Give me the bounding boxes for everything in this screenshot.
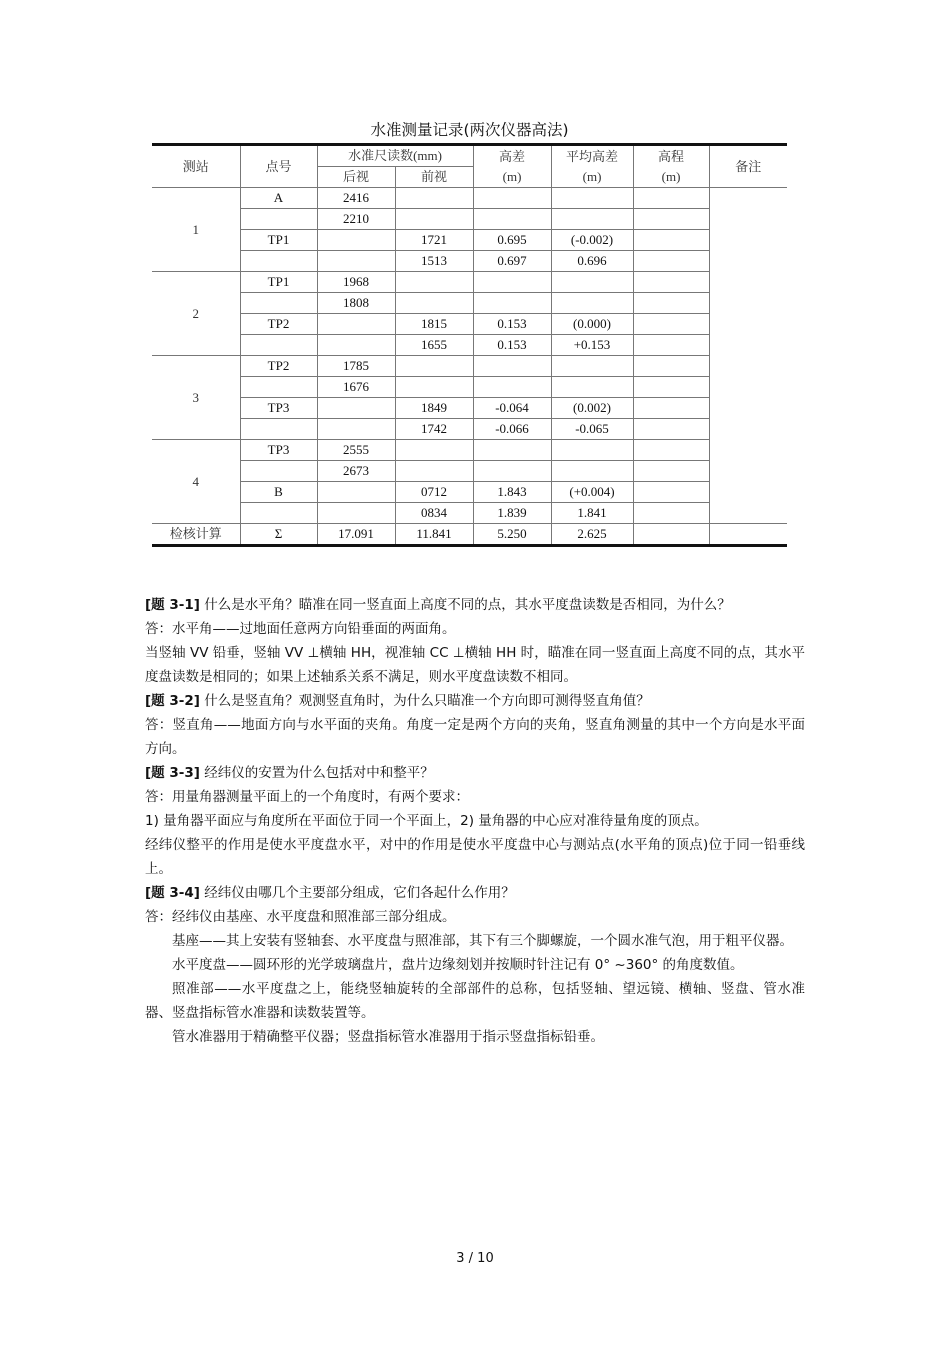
elev-cell — [633, 335, 709, 356]
front-cell: 1815 — [395, 314, 473, 335]
table-body — [152, 188, 787, 546]
question-label: [题 3-3] — [145, 765, 200, 781]
point-cell: TP2 — [240, 356, 317, 377]
question-text: 经纬仪由哪几个主要部分组成，它们各起什么作用？ — [204, 885, 515, 901]
front-cell: 0712 — [395, 482, 473, 503]
answer-paragraph: 当竖轴 VV 铅垂，竖轴 VV ⊥横轴 HH，视准轴 CC ⊥横轴 HH 时，瞄准在同一竖直面上高度不同的点，其水平度盘读数是相同的；如果上述轴系关系不满足，则水平度盘读数不相同。 — [145, 645, 805, 685]
station-cell: 4 — [152, 440, 240, 524]
back-cell: 2416 — [317, 188, 395, 209]
header-avg-unit: (m) — [582, 168, 602, 184]
diff-cell — [473, 188, 551, 209]
diff-cell: 0.697 — [473, 251, 551, 272]
check-row — [152, 524, 787, 546]
question-label: [题 3-2] — [145, 693, 200, 709]
avg-cell: (0.000) — [551, 314, 633, 335]
elev-cell — [633, 188, 709, 209]
elev-cell — [633, 251, 709, 272]
front-cell — [395, 377, 473, 398]
point-cell — [240, 503, 317, 524]
back-cell: 2555 — [317, 440, 395, 461]
table-row — [152, 482, 787, 503]
front-cell — [395, 272, 473, 293]
back-cell — [317, 398, 395, 419]
diff-cell — [473, 440, 551, 461]
header-station: 测站 — [152, 145, 240, 188]
station-cell: 1 — [152, 188, 240, 272]
front-cell — [395, 209, 473, 230]
elev-cell — [633, 230, 709, 251]
table-row — [152, 314, 787, 335]
table-row — [152, 356, 787, 377]
header-back: 后视 — [317, 167, 395, 188]
diff-cell: 0.695 — [473, 230, 551, 251]
diff-cell: 1.843 — [473, 482, 551, 503]
elev-cell — [633, 356, 709, 377]
front-cell — [395, 293, 473, 314]
header-elev-unit: (m) — [661, 168, 681, 184]
header-avg — [551, 145, 633, 188]
answer-paragraph: 1) 量角器平面应与角度所在平面位于同一个平面上，2) 量角器的中心应对准待量角度的顶点。 — [145, 813, 708, 829]
elev-cell — [633, 314, 709, 335]
front-cell: 1721 — [395, 230, 473, 251]
avg-cell — [551, 440, 633, 461]
note-cell — [709, 188, 787, 524]
question — [145, 593, 805, 617]
station-cell: 2 — [152, 272, 240, 356]
header-elev-label: 高程 — [658, 148, 685, 164]
question-text: 什么是水平角？瞄准在同一竖直面上高度不同的点，其水平度盘读数是否相同，为什么？ — [204, 597, 731, 613]
check-diff: 5.250 — [473, 524, 551, 546]
table-row — [152, 503, 787, 524]
elev-cell — [633, 398, 709, 419]
header-avg-label: 平均高差 — [566, 148, 619, 164]
table-row — [152, 293, 787, 314]
diff-cell — [473, 356, 551, 377]
point-cell — [240, 209, 317, 230]
back-cell — [317, 230, 395, 251]
elev-cell — [633, 293, 709, 314]
point-cell: TP2 — [240, 314, 317, 335]
table-row — [152, 440, 787, 461]
table-row — [152, 251, 787, 272]
answer-paragraph: 水平度盘——圆环形的光学玻璃盘片，盘片边缘刻划并按顺时针注记有 0° ~360° 的角度数值。 — [172, 957, 744, 973]
avg-cell — [551, 356, 633, 377]
front-cell — [395, 356, 473, 377]
question-text: 经纬仪的安置为什么包括对中和整平？ — [204, 765, 434, 781]
avg-cell — [551, 293, 633, 314]
question — [145, 761, 805, 785]
point-cell: TP1 — [240, 230, 317, 251]
back-cell: 2673 — [317, 461, 395, 482]
header-reading: 水准尺读数(mm) — [317, 145, 473, 167]
table-title: 水准测量记录(两次仪器高法) — [370, 121, 569, 139]
back-cell: 1808 — [317, 293, 395, 314]
station-cell: 3 — [152, 356, 240, 440]
table-row — [152, 230, 787, 251]
front-cell: 0834 — [395, 503, 473, 524]
leveling-record-table — [152, 143, 787, 547]
check-back: 17.091 — [317, 524, 395, 546]
header-note: 备注 — [709, 145, 787, 188]
header-diff-unit: (m) — [502, 168, 522, 184]
header-front: 前视 — [395, 167, 473, 188]
question-label: [题 3-1] — [145, 597, 200, 613]
diff-cell — [473, 209, 551, 230]
point-cell: TP3 — [240, 398, 317, 419]
table-row — [152, 377, 787, 398]
header-point: 点号 — [240, 145, 317, 188]
point-cell — [240, 293, 317, 314]
point-cell: TP3 — [240, 440, 317, 461]
back-cell: 2210 — [317, 209, 395, 230]
answer-paragraph: 管水准器用于精确整平仪器；竖盘指标管水准器用于指示竖盘指标铅垂。 — [172, 1029, 604, 1045]
elev-cell — [633, 482, 709, 503]
answer-paragraph: 经纬仪整平的作用是使水平度盘水平，对中的作用是使水平度盘中心与测站点(水平角的顶点)位于同一铅垂线上。 — [145, 837, 805, 877]
diff-cell — [473, 293, 551, 314]
question — [145, 881, 805, 905]
avg-cell: -0.065 — [551, 419, 633, 440]
front-cell — [395, 188, 473, 209]
point-cell: A — [240, 188, 317, 209]
check-front: 11.841 — [395, 524, 473, 546]
page-number: 3 / 10 — [456, 1251, 494, 1266]
diff-cell: 1.839 — [473, 503, 551, 524]
avg-cell — [551, 377, 633, 398]
point-cell — [240, 419, 317, 440]
table-row — [152, 398, 787, 419]
answer-paragraph: 答：竖直角——地面方向与水平面的夹角。角度一定是两个方向的夹角，竖直角测量的其中一个方向是水平面方向。 — [145, 717, 805, 757]
question — [145, 689, 805, 713]
table-row — [152, 461, 787, 482]
header-diff-label: 高差 — [499, 148, 526, 164]
back-cell — [317, 503, 395, 524]
check-label: 检核计算 — [152, 524, 240, 546]
avg-cell — [551, 272, 633, 293]
front-cell — [395, 461, 473, 482]
back-cell — [317, 419, 395, 440]
avg-cell: 1.841 — [551, 503, 633, 524]
point-cell: B — [240, 482, 317, 503]
front-cell: 1849 — [395, 398, 473, 419]
elev-cell — [633, 503, 709, 524]
front-cell: 1513 — [395, 251, 473, 272]
diff-cell: 0.153 — [473, 314, 551, 335]
answer-paragraph: 照准部——水平度盘之上，能绕竖轴旋转的全部部件的总称，包括竖轴、望远镜、横轴、竖盘、管水准器、竖盘指标管水准器和读数装置等。 — [145, 981, 805, 1021]
diff-cell — [473, 272, 551, 293]
header-diff — [473, 145, 551, 188]
qa-section — [145, 593, 805, 1049]
back-cell: 1968 — [317, 272, 395, 293]
table-row — [152, 335, 787, 356]
back-cell — [317, 251, 395, 272]
table-row — [152, 188, 787, 209]
point-cell — [240, 377, 317, 398]
question-text: 什么是竖直角？观测竖直角时，为什么只瞄准一个方向即可测得竖直角值？ — [204, 693, 650, 709]
answer-paragraph: 答：经纬仪由基座、水平度盘和照准部三部分组成。 — [145, 909, 456, 925]
check-note — [709, 524, 787, 546]
avg-cell: (+0.004) — [551, 482, 633, 503]
avg-cell — [551, 209, 633, 230]
elev-cell — [633, 440, 709, 461]
back-cell — [317, 482, 395, 503]
check-avg: 2.625 — [551, 524, 633, 546]
front-cell — [395, 440, 473, 461]
answer-paragraph: 基座——其上安装有竖轴套、水平度盘与照准部，其下有三个脚螺旋，一个圆水准气泡，用于粗平仪器。 — [172, 933, 793, 949]
answer-paragraph: 答：用量角器测量平面上的一个角度时，有两个要求： — [145, 789, 469, 805]
point-cell: TP1 — [240, 272, 317, 293]
elev-cell — [633, 209, 709, 230]
diff-cell — [473, 461, 551, 482]
back-cell — [317, 335, 395, 356]
elev-cell — [633, 377, 709, 398]
table-row — [152, 209, 787, 230]
elev-cell — [633, 461, 709, 482]
header-elev — [633, 145, 709, 188]
check-sigma: Σ — [240, 524, 317, 546]
back-cell — [317, 314, 395, 335]
avg-cell — [551, 188, 633, 209]
avg-cell: +0.153 — [551, 335, 633, 356]
diff-cell: -0.066 — [473, 419, 551, 440]
diff-cell — [473, 377, 551, 398]
elev-cell — [633, 272, 709, 293]
point-cell — [240, 461, 317, 482]
point-cell — [240, 251, 317, 272]
avg-cell: (0.002) — [551, 398, 633, 419]
avg-cell: (-0.002) — [551, 230, 633, 251]
diff-cell: 0.153 — [473, 335, 551, 356]
elev-cell — [633, 419, 709, 440]
question-label: [题 3-4] — [145, 885, 200, 901]
back-cell: 1785 — [317, 356, 395, 377]
answer-paragraph: 答：水平角——过地面任意两方向铅垂面的两面角。 — [145, 621, 456, 637]
front-cell: 1655 — [395, 335, 473, 356]
point-cell — [240, 335, 317, 356]
avg-cell — [551, 461, 633, 482]
table-row — [152, 419, 787, 440]
diff-cell: -0.064 — [473, 398, 551, 419]
check-elev — [633, 524, 709, 546]
front-cell: 1742 — [395, 419, 473, 440]
table-row — [152, 272, 787, 293]
avg-cell: 0.696 — [551, 251, 633, 272]
back-cell: 1676 — [317, 377, 395, 398]
